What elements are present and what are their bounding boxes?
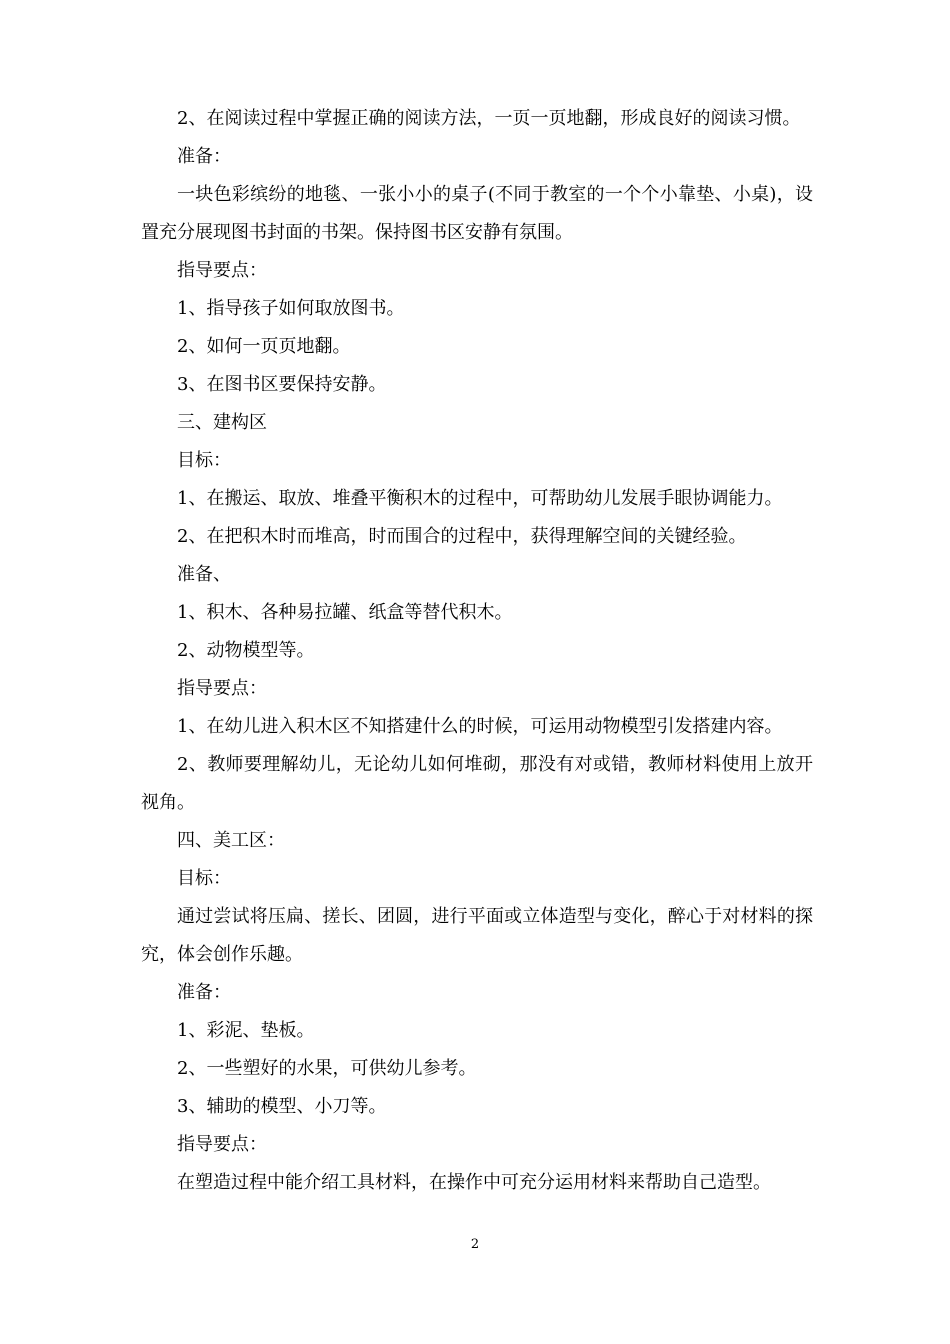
paragraph-preparation-heading: 准备： bbox=[177, 146, 231, 167]
paragraph-art-preparation-3: 3、辅助的模型、小刀等。 bbox=[177, 1096, 387, 1117]
paragraph-art-guidance: 在塑造过程中能介绍工具材料，在操作中可充分运用材料来帮助自己造型。 bbox=[177, 1172, 771, 1193]
paragraph-art-goal: 通过尝试将压扁、搓长、团圆，进行平面或立体造型与变化，醉心于对材料的探究，体会创作乐趣。 bbox=[141, 906, 813, 965]
paragraph-guidance-heading-2: 指导要点： bbox=[177, 678, 267, 699]
paragraph-preparation-item-1: 1、积木、各种易拉罐、纸盒等替代积木。 bbox=[177, 602, 513, 623]
document-body bbox=[141, 100, 813, 1202]
paragraph-guidance-2: 2、如何一页页地翻。 bbox=[177, 336, 351, 357]
paragraph-art-preparation-2: 2、一些塑好的水果，可供幼儿参考。 bbox=[177, 1058, 477, 1079]
paragraph-preparation-materials: 一块色彩缤纷的地毯、一张小小的桌子(不同于教室的一个个小靠垫、小桌)，设置充分展现图书封面的书架。保持图书区安静有氛围。 bbox=[141, 184, 813, 243]
section-heading-art: 四、美工区： bbox=[177, 830, 285, 851]
paragraph-goals-heading: 目标： bbox=[177, 450, 231, 471]
paragraph-preparation-heading-3: 准备： bbox=[177, 982, 231, 1003]
paragraph-preparation-heading-2: 准备、 bbox=[177, 564, 231, 585]
paragraph-guidance-3: 3、在图书区要保持安静。 bbox=[177, 374, 387, 395]
paragraph-guidance-1: 1、指导孩子如何取放图书。 bbox=[177, 298, 405, 319]
paragraph-goal-2: 2、在把积木时而堆高，时而围合的过程中，获得理解空间的关键经验。 bbox=[177, 526, 747, 547]
paragraph-art-preparation-1: 1、彩泥、垫板。 bbox=[177, 1020, 315, 1041]
paragraph-goal-1: 1、在搬运、取放、堆叠平衡积木的过程中，可帮助幼儿发展手眼协调能力。 bbox=[177, 488, 783, 509]
page-number: 2 bbox=[470, 1237, 480, 1252]
paragraph-guidance-heading: 指导要点： bbox=[177, 260, 267, 281]
paragraph-reading-method: 2、在阅读过程中掌握正确的阅读方法，一页一页地翻，形成良好的阅读习惯。 bbox=[177, 108, 801, 129]
paragraph-preparation-item-2: 2、动物模型等。 bbox=[177, 640, 315, 661]
paragraph-guidance-item-2: 2、教师要理解幼儿，无论幼儿如何堆砌，那没有对或错，教师材料使用上放开视角。 bbox=[141, 754, 813, 813]
paragraph-guidance-item-1: 1、在幼儿进入积木区不知搭建什么的时候，可运用动物模型引发搭建内容。 bbox=[177, 716, 783, 737]
section-heading-construction: 三、建构区 bbox=[177, 412, 267, 433]
paragraph-guidance-heading-3: 指导要点： bbox=[177, 1134, 267, 1155]
paragraph-goals-heading-2: 目标： bbox=[177, 868, 231, 889]
